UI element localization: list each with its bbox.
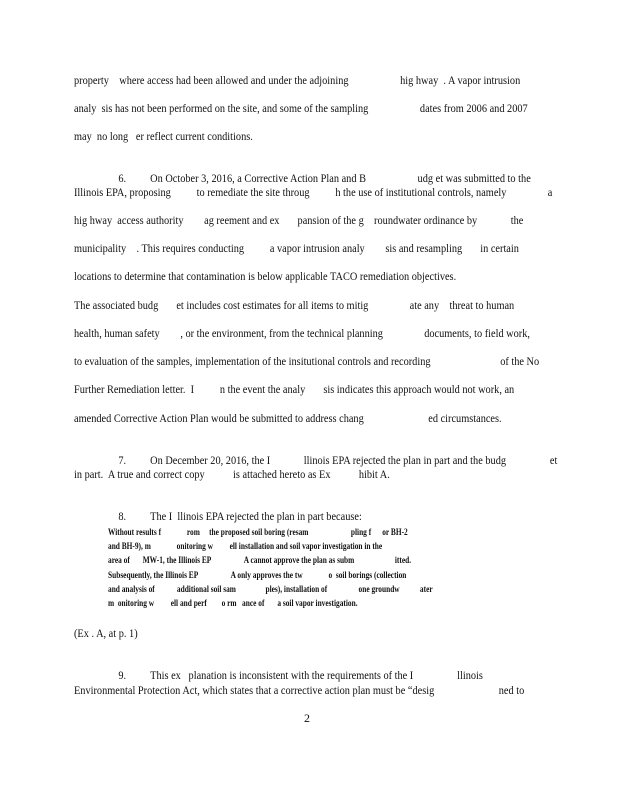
text-line: amended Corrective Action Plan would be submitted to address chang ed circumstances. <box>74 411 502 425</box>
text-run: The I llinois EPA rejected the plan in part because: <box>150 509 362 523</box>
text-line: municipality . This requires conducting a vapor intrusion analy sis and resampling in certain <box>74 241 519 255</box>
block-quote-line: Without results f rom the proposed soil boring (resam pling f or BH-2 <box>108 527 408 537</box>
text-line: may no long er reflect current conditions. <box>74 129 253 143</box>
text-line: health, human safety , or the environment, from the technical planning documents, to field work, <box>74 326 530 340</box>
citation: (Ex . A, at p. 1) <box>74 626 138 640</box>
text-line: property where access had been allowed and under the adjoining hig hway . A vapor intrusion <box>74 73 521 87</box>
block-quote-line: and BH-9), m onitoring w ell installation and soil vapor investigation in the <box>108 541 383 551</box>
text-line: in part. A true and correct copy is attached hereto as Ex hibit A. <box>74 467 390 481</box>
text-line: Illinois EPA, proposing to remediate the site throug h the use of institutional controls, namely a <box>74 185 553 199</box>
text-line: Further Remediation letter. I n the event the analy sis indicates this approach would not work, an <box>74 382 515 396</box>
text-line: The associated budg et includes cost estimates for all items to mitig ate any threat to human <box>74 298 515 312</box>
text-line: analy sis has not been performed on the site, and some of the sampling dates from 2006 and 2007 <box>74 101 528 115</box>
paragraph-number: 6. <box>118 171 127 185</box>
text-line: Environmental Protection Act, which states that a corrective action plan must be “desig ned to <box>74 683 525 697</box>
text-run: On December 20, 2016, the I llinois EPA rejected the plan in part and the budg et <box>150 453 558 467</box>
text-run: On October 3, 2016, a Corrective Action Plan and B udg et was submitted to the <box>150 171 531 185</box>
text-line: locations to determine that contamination is below applicable TACO remediation objectives. <box>74 269 457 283</box>
text-run: This ex planation is inconsistent with the requirements of the I llinois <box>150 668 483 682</box>
block-quote-line: m onitoring w ell and perf o rm ance of a soil vapor investigation. <box>108 598 358 608</box>
block-quote-line: Subsequently, the Illinois EP A only approves the tw o soil borings (collection <box>108 570 407 580</box>
page-number: 2 <box>304 711 310 725</box>
block-quote-line: area of MW-1, the Illinois EP A cannot approve the plan as subm itted. <box>108 555 412 565</box>
paragraph-number: 9. <box>118 668 127 682</box>
text-line: to evaluation of the samples, implementation of the insitutional controls and recording of the No <box>74 354 540 368</box>
paragraph-number: 8. <box>118 509 127 523</box>
block-quote-line: and analysis of additional soil sam ples), installation of one groundw ater <box>108 584 433 594</box>
paragraph-number: 7. <box>118 453 127 467</box>
text-line: hig hway access authority ag reement and ex pansion of the g roundwater ordinance by the <box>74 213 524 227</box>
